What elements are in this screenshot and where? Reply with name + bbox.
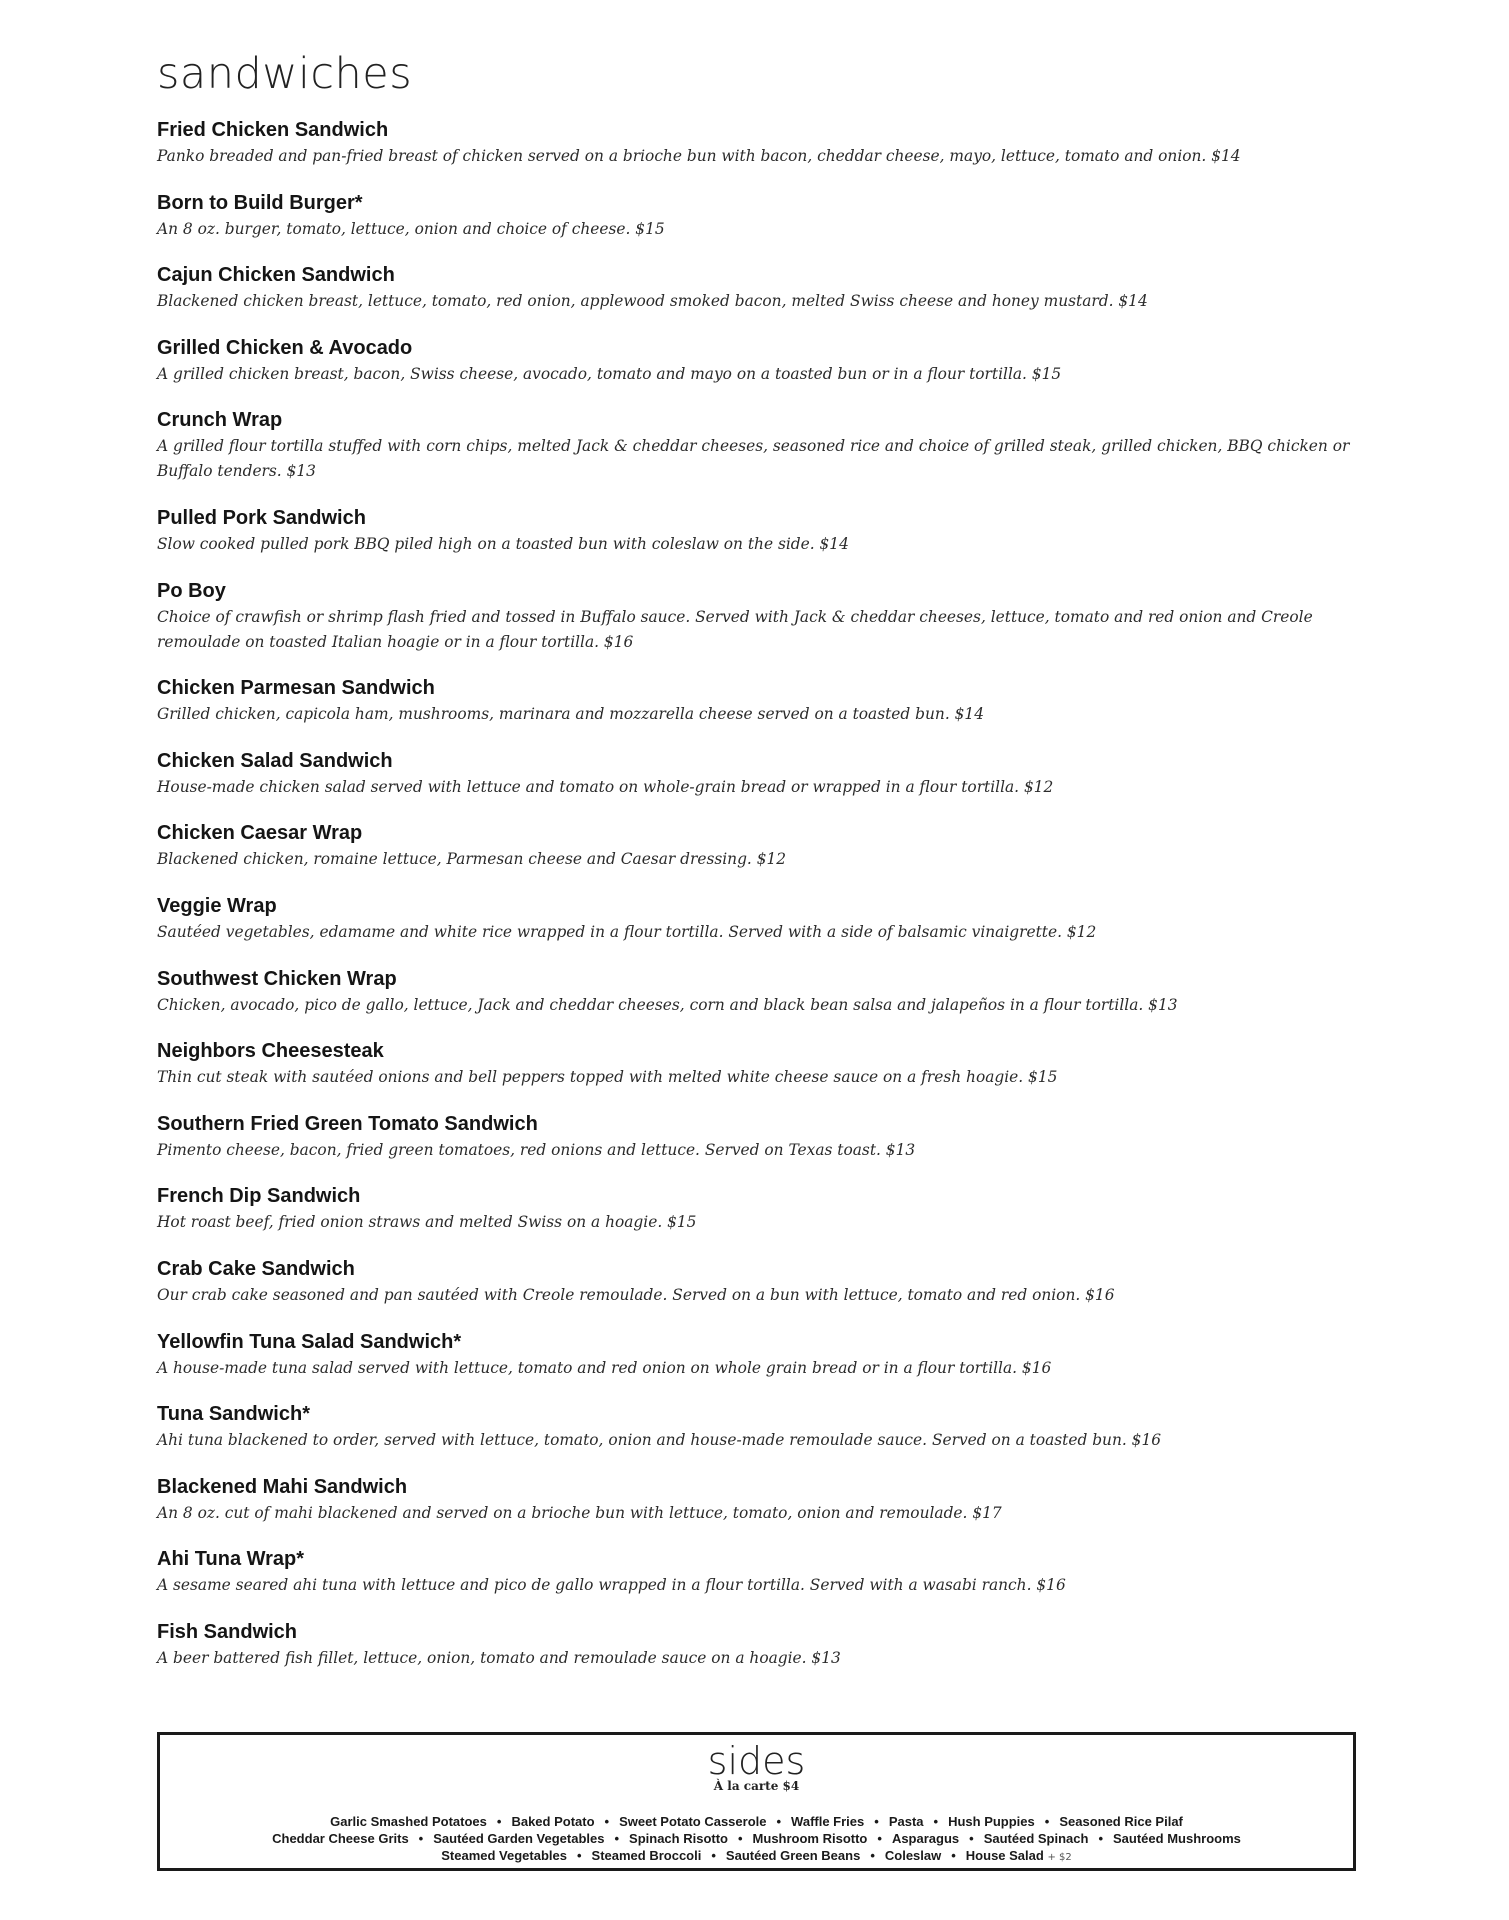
side-item: Sweet Potato Casserole bbox=[619, 1814, 767, 1829]
sides-row bbox=[160, 1830, 1353, 1847]
side-item: Asparagus bbox=[891, 1831, 960, 1846]
menu-item bbox=[157, 579, 1367, 655]
menu-item bbox=[157, 1112, 1367, 1163]
side-item: Pasta bbox=[888, 1814, 924, 1829]
menu-item-name: French Dip Sandwich bbox=[157, 1185, 361, 1208]
bullet-separator: • bbox=[951, 1848, 956, 1863]
menu-item bbox=[157, 1475, 1367, 1526]
menu-item-description: Ahi tuna blackened to order, served with lettuce, tomato, onion and house-made remoulade sauce. Served on a toasted bun. $16 bbox=[157, 1431, 1162, 1450]
menu-item bbox=[157, 821, 1367, 872]
menu-item-description: Chicken, avocado, pico de gallo, lettuce, Jack and cheddar cheeses, corn and black bean salsa and jalapeños in a flour tortilla. $13 bbox=[157, 995, 1178, 1014]
bullet-separator: • bbox=[776, 1814, 782, 1829]
menu-item-name: Ahi Tuna Wrap* bbox=[157, 1548, 305, 1571]
menu-item-description: Panko breaded and pan-fried breast of chicken served on a brioche bun with bacon, cheddar cheese, mayo, lettuce, tomato and onion. $14 bbox=[157, 147, 1241, 165]
bullet-separator: • bbox=[933, 1814, 939, 1829]
menu-item-name: Cajun Chicken Sandwich bbox=[157, 264, 395, 287]
menu-item bbox=[157, 191, 1367, 242]
menu-item-description: Choice of crawfish or shrimp flash fried and tossed in Buffalo sauce. Served with Jack & cheddar cheeses, lettuce, tomato and red onion and Creole remoulade on toasted Italian hoagie or in a flour tortilla. $16 bbox=[157, 607, 1313, 651]
menu-item-name: Born to Build Burger* bbox=[157, 191, 363, 214]
bullet-separator: • bbox=[969, 1831, 974, 1846]
menu-item bbox=[157, 1620, 1367, 1671]
bullet-separator: • bbox=[418, 1831, 424, 1846]
side-item: Coleslaw bbox=[884, 1848, 942, 1863]
menu-item-name: Blackened Mahi Sandwich bbox=[157, 1475, 408, 1498]
menu-item-name: Veggie Wrap bbox=[157, 894, 277, 917]
menu-item bbox=[157, 894, 1367, 945]
side-item: Steamed Vegetables bbox=[441, 1848, 567, 1863]
menu-item-description: A grilled flour tortilla stuffed with corn chips, melted Jack & cheddar cheeses, seasoned rice and choice of grilled steak, grilled chicken, BBQ chicken or Buffalo tenders. $13 bbox=[157, 437, 1350, 481]
menu-item-name: Fish Sandwich bbox=[157, 1620, 298, 1643]
menu-item-name: Tuna Sandwich* bbox=[157, 1403, 310, 1426]
side-item: Seasoned Rice Pilaf bbox=[1059, 1814, 1183, 1829]
menu-item bbox=[157, 408, 1367, 484]
menu-item-description: Blackened chicken breast, lettuce, tomato, red onion, applewood smoked bacon, melted Swiss cheese and honey mustard. $14 bbox=[157, 292, 1148, 311]
menu-item bbox=[157, 263, 1367, 314]
side-item: Baked Potato bbox=[511, 1814, 595, 1829]
menu-item-name: Pulled Pork Sandwich bbox=[157, 506, 366, 529]
menu-item-list bbox=[157, 118, 1367, 1671]
menu-item-description: A sesame seared ahi tuna with lettuce and pico de gallo wrapped in a flour tortilla. Served with a wasabi ranch. $16 bbox=[157, 1576, 1066, 1595]
menu-item bbox=[157, 967, 1367, 1018]
side-item: Hush Puppies bbox=[948, 1814, 1035, 1829]
side-item: Sautéed Mushrooms bbox=[1113, 1831, 1241, 1846]
bullet-separator: • bbox=[604, 1814, 610, 1829]
bullet-separator: • bbox=[614, 1831, 620, 1846]
menu-item-description: Our crab cake seasoned and pan sautéed with Creole remoulade. Served on a bun with lettuce, tomato and red onion. $16 bbox=[157, 1285, 1115, 1304]
side-item: Spinach Risotto bbox=[629, 1831, 728, 1846]
sides-list bbox=[160, 1813, 1353, 1866]
menu-item-description: Grilled chicken, capicola ham, mushrooms, marinara and mozzarella cheese served on a toasted bun. $14 bbox=[157, 705, 984, 724]
side-item: House Salad bbox=[965, 1848, 1044, 1863]
side-item: Steamed Broccoli bbox=[591, 1848, 702, 1863]
menu-item-description: An 8 oz. burger, tomato, lettuce, onion and choice of cheese. $15 bbox=[157, 219, 665, 238]
sides-subtitle: À la carte $4 bbox=[713, 1779, 800, 1793]
menu-item-description: Hot roast beef, fried onion straws and melted Swiss on a hoagie. $15 bbox=[157, 1213, 697, 1232]
menu-item bbox=[157, 118, 1367, 169]
sides-title: sides bbox=[707, 1739, 806, 1783]
side-item: Waffle Fries bbox=[791, 1814, 865, 1829]
menu-item-description: Pimento cheese, bacon, fried green tomatoes, red onions and lettuce. Served on Texas toast. $13 bbox=[157, 1140, 916, 1159]
menu-item-name: Crunch Wrap bbox=[157, 409, 283, 432]
menu-item-description: House-made chicken salad served with lettuce and tomato on whole-grain bread or wrapped in a flour tortilla. $12 bbox=[157, 777, 1054, 796]
menu-item bbox=[157, 1184, 1367, 1235]
menu-item-description: A house-made tuna salad served with lettuce, tomato and red onion on whole grain bread or in a flour tortilla. $16 bbox=[157, 1358, 1052, 1377]
side-item: Cheddar Cheese Grits bbox=[272, 1831, 409, 1846]
menu-page bbox=[157, 48, 1367, 1692]
menu-item-description: Blackened chicken, romaine lettuce, Parmesan cheese and Caesar dressing. $12 bbox=[157, 850, 787, 869]
bullet-separator: • bbox=[576, 1848, 582, 1863]
sides-row bbox=[160, 1847, 1353, 1866]
menu-item bbox=[157, 749, 1367, 800]
menu-item-name: Fried Chicken Sandwich bbox=[157, 119, 389, 141]
menu-item-description: Sautéed vegetables, edamame and white rice wrapped in a flour tortilla. Served with a side of balsamic vinaigrette. $12 bbox=[157, 922, 1097, 941]
section-title: sandwiches bbox=[157, 49, 413, 99]
bullet-separator: • bbox=[870, 1848, 875, 1863]
menu-item bbox=[157, 1330, 1367, 1381]
menu-item-description: Thin cut steak with sautéed onions and bell peppers topped with melted white cheese sauce on a fresh hoagie. $15 bbox=[157, 1068, 1058, 1087]
house-salad-upcharge: + $2 bbox=[1047, 1852, 1072, 1863]
menu-item bbox=[157, 1547, 1367, 1598]
sides-row bbox=[160, 1813, 1353, 1830]
menu-item-name: Grilled Chicken & Avocado bbox=[157, 336, 413, 359]
menu-item bbox=[157, 676, 1367, 727]
menu-item-name: Chicken Caesar Wrap bbox=[157, 822, 363, 845]
bullet-separator: • bbox=[711, 1848, 716, 1863]
sides-box bbox=[157, 1732, 1356, 1871]
menu-item-description: A grilled chicken breast, bacon, Swiss cheese, avocado, tomato and mayo on a toasted bun or in a flour tortilla. $15 bbox=[157, 364, 1062, 383]
bullet-separator: • bbox=[877, 1831, 882, 1846]
menu-item-name: Neighbors Cheesesteak bbox=[157, 1040, 384, 1063]
menu-item-name: Chicken Salad Sandwich bbox=[157, 749, 393, 772]
menu-item-description: An 8 oz. cut of mahi blackened and served on a brioche bun with lettuce, tomato, onion and remoulade. $17 bbox=[157, 1503, 1002, 1522]
bullet-separator: • bbox=[1098, 1831, 1104, 1846]
menu-item bbox=[157, 1039, 1367, 1090]
side-item: Garlic Smashed Potatoes bbox=[330, 1814, 487, 1829]
side-item: Mushroom Risotto bbox=[752, 1831, 868, 1846]
side-item: Sautéed Garden Vegetables bbox=[433, 1831, 605, 1846]
bullet-separator: • bbox=[737, 1831, 743, 1846]
menu-item-name: Southwest Chicken Wrap bbox=[157, 967, 397, 990]
menu-item bbox=[157, 506, 1367, 557]
menu-item bbox=[157, 1402, 1367, 1453]
side-item: Sautéed Spinach bbox=[983, 1831, 1089, 1846]
bullet-separator: • bbox=[496, 1814, 502, 1829]
menu-item-name: Yellowfin Tuna Salad Sandwich* bbox=[157, 1330, 462, 1353]
menu-item-description: A beer battered fish fillet, lettuce, onion, tomato and remoulade sauce on a hoagie. $13 bbox=[157, 1648, 841, 1667]
menu-item bbox=[157, 336, 1367, 387]
side-item: Sautéed Green Beans bbox=[725, 1848, 861, 1863]
menu-item-name: Chicken Parmesan Sandwich bbox=[157, 677, 435, 700]
menu-item-name: Southern Fried Green Tomato Sandwich bbox=[157, 1112, 538, 1135]
menu-item-description: Slow cooked pulled pork BBQ piled high on a toasted bun with coleslaw on the side. $14 bbox=[157, 534, 849, 553]
menu-item bbox=[157, 1257, 1367, 1308]
bullet-separator: • bbox=[1044, 1814, 1050, 1829]
menu-item-name: Crab Cake Sandwich bbox=[157, 1257, 355, 1280]
menu-item-name: Po Boy bbox=[157, 579, 226, 602]
bullet-separator: • bbox=[874, 1814, 879, 1829]
